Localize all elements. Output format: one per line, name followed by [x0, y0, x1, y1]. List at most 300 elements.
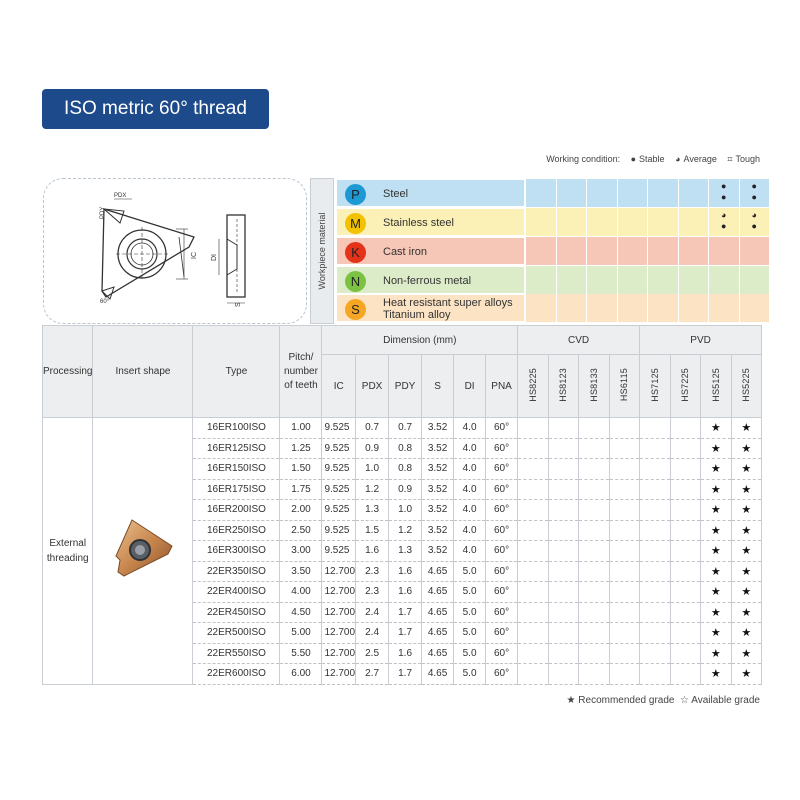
header-processing: Processing — [43, 326, 93, 418]
material-row-p — [336, 179, 769, 207]
grade-cell-hs8133 — [579, 664, 610, 685]
page-title: ISO metric 60° thread — [42, 89, 269, 129]
condition-cell — [708, 208, 739, 236]
cell-pitch: 1.00 — [280, 418, 322, 439]
cell-s: 4.65 — [422, 643, 454, 664]
cell-ic: 9.525 — [322, 418, 356, 439]
cell-pna: 60° — [486, 623, 518, 644]
available-label: Available grade — [691, 695, 760, 706]
average-dot-icon: ◕ — [675, 154, 681, 164]
cell-pdy: 0.7 — [389, 418, 422, 439]
grade-cell-hs8123 — [548, 582, 579, 603]
grade-cell-hs5125 — [701, 582, 732, 603]
grade-cell-hs7125 — [640, 541, 671, 562]
cell-pdx: 1.5 — [356, 520, 389, 541]
material-name-cell — [336, 294, 525, 322]
grade-cell-hs8225 — [518, 643, 549, 664]
cell-pitch: 2.50 — [280, 520, 322, 541]
condition-mark-icon: ● ● — [721, 181, 727, 202]
cell-pdx: 2.4 — [356, 602, 389, 623]
recommended-star-icon: ★ — [566, 695, 576, 706]
grade-cell-hs8123 — [548, 500, 579, 521]
header-dim-pna: PNA — [486, 355, 518, 418]
condition-cell — [525, 237, 556, 265]
header-grade-hs8225: HS8225 — [518, 355, 549, 418]
grade-cell-hs8133 — [579, 438, 610, 459]
thread-insert-table — [42, 325, 762, 685]
recommended-star-icon: ★ — [710, 545, 721, 558]
cell-s: 3.52 — [422, 541, 454, 562]
working-condition-legend — [500, 154, 760, 165]
grade-cell-hs6115 — [609, 479, 640, 500]
recommended-star-icon: ★ — [710, 586, 721, 599]
recommended-star-icon: ★ — [741, 483, 752, 496]
svg-text:DI: DI — [211, 254, 218, 261]
condition-cell — [739, 208, 770, 236]
grade-cell-hs8133 — [579, 541, 610, 562]
grade-cell-hs8123 — [548, 602, 579, 623]
grade-cell-hs5225 — [731, 561, 762, 582]
condition-cell — [586, 208, 617, 236]
recommended-star-icon: ★ — [710, 668, 721, 681]
condition-cell — [708, 179, 739, 207]
condition-cell — [586, 294, 617, 322]
header-type: Type — [193, 326, 280, 418]
cell-pdy: 1.6 — [389, 582, 422, 603]
cell-ic: 12.700 — [322, 561, 356, 582]
grade-cell-hs8225 — [518, 664, 549, 685]
condition-cell — [556, 208, 587, 236]
cell-pitch: 6.00 — [280, 664, 322, 685]
cell-s: 3.52 — [422, 459, 454, 480]
cell-pna: 60° — [486, 438, 518, 459]
cell-pna: 60° — [486, 459, 518, 480]
condition-cell — [525, 294, 556, 322]
cell-pitch: 1.75 — [280, 479, 322, 500]
grade-cell-hs6115 — [609, 623, 640, 644]
cell-pitch: 4.50 — [280, 602, 322, 623]
recommended-star-icon: ★ — [710, 565, 721, 578]
cell-ic: 9.525 — [322, 541, 356, 562]
condition-cell — [586, 179, 617, 207]
grade-cell-hs6115 — [609, 582, 640, 603]
grade-cell-hs8133 — [579, 582, 610, 603]
material-p-icon: P — [345, 184, 366, 205]
cell-ic: 9.525 — [322, 500, 356, 521]
insert-photo-icon — [108, 516, 178, 582]
cell-pdy: 1.6 — [389, 643, 422, 664]
condition-cell — [617, 208, 648, 236]
grade-cell-hs8225 — [518, 520, 549, 541]
cell-pdx: 2.5 — [356, 643, 389, 664]
cell-pdx: 1.0 — [356, 459, 389, 480]
cell-pdx: 1.3 — [356, 500, 389, 521]
grade-cell-hs7125 — [640, 500, 671, 521]
cell-pitch: 4.00 — [280, 582, 322, 603]
working-condition-label: Working condition: — [546, 154, 621, 164]
grade-cell-hs6115 — [609, 541, 640, 562]
grade-cell-hs8133 — [579, 643, 610, 664]
recommended-star-icon: ★ — [741, 442, 752, 455]
header-dim-s: S — [422, 355, 454, 418]
condition-cell — [739, 237, 770, 265]
cell-s: 3.52 — [422, 438, 454, 459]
grade-cell-hs8225 — [518, 479, 549, 500]
condition-cell — [525, 208, 556, 236]
grade-cell-hs7125 — [640, 582, 671, 603]
grade-cell-hs6115 — [609, 561, 640, 582]
cell-di: 5.0 — [454, 664, 486, 685]
cell-type: 22ER600ISO — [193, 664, 280, 685]
grade-cell-hs8225 — [518, 459, 549, 480]
cell-ic: 9.525 — [322, 520, 356, 541]
grade-cell-hs6115 — [609, 664, 640, 685]
svg-text:PDY: PDY — [100, 206, 106, 219]
average-label: Average — [683, 154, 717, 164]
processing-cell: External threading — [43, 418, 93, 685]
grade-cell-hs6115 — [609, 643, 640, 664]
header-grade-hs7125: HS7125 — [640, 355, 671, 418]
tough-label: Tough — [735, 154, 760, 164]
grade-cell-hs5225 — [731, 438, 762, 459]
grade-cell-hs8225 — [518, 561, 549, 582]
condition-cell — [647, 237, 678, 265]
cell-pdx: 2.4 — [356, 623, 389, 644]
grade-cell-hs5225 — [731, 602, 762, 623]
recommended-star-icon: ★ — [710, 442, 721, 455]
condition-cell — [556, 294, 587, 322]
grade-cell-hs7225 — [670, 500, 701, 521]
cell-type: 16ER300ISO — [193, 541, 280, 562]
header-insert-shape: Insert shape — [93, 326, 193, 418]
cell-pitch: 3.00 — [280, 541, 322, 562]
cell-pdx: 0.9 — [356, 438, 389, 459]
grade-cell-hs8133 — [579, 561, 610, 582]
recommended-star-icon: ★ — [710, 647, 721, 660]
cell-pdy: 1.3 — [389, 541, 422, 562]
cell-ic: 9.525 — [322, 479, 356, 500]
grade-cell-hs5225 — [731, 459, 762, 480]
condition-cell — [617, 179, 648, 207]
cell-ic: 12.700 — [322, 623, 356, 644]
cell-di: 5.0 — [454, 623, 486, 644]
grade-cell-hs7225 — [670, 602, 701, 623]
cell-pdy: 0.8 — [389, 438, 422, 459]
cell-s: 4.65 — [422, 561, 454, 582]
cell-di: 5.0 — [454, 561, 486, 582]
condition-cell — [708, 266, 739, 294]
stable-label: Stable — [639, 154, 665, 164]
svg-text:S: S — [235, 302, 242, 307]
grade-cell-hs7125 — [640, 643, 671, 664]
condition-cell — [525, 179, 556, 207]
cell-di: 5.0 — [454, 582, 486, 603]
cell-pitch: 5.50 — [280, 643, 322, 664]
svg-text:IC: IC — [191, 252, 198, 259]
grade-cell-hs8133 — [579, 418, 610, 439]
cell-pna: 60° — [486, 500, 518, 521]
cell-di: 4.0 — [454, 438, 486, 459]
cell-s: 3.52 — [422, 479, 454, 500]
recommended-star-icon: ★ — [741, 504, 752, 517]
header-grade-hs8123: HS8123 — [548, 355, 579, 418]
recommended-star-icon: ★ — [741, 524, 752, 537]
header-dim-ic: IC — [322, 355, 356, 418]
cell-pna: 60° — [486, 561, 518, 582]
header-dimension: Dimension (mm) — [322, 326, 518, 355]
recommended-star-icon: ★ — [710, 483, 721, 496]
cell-pdy: 1.0 — [389, 500, 422, 521]
insert-diagram — [43, 178, 307, 324]
grade-cell-hs7225 — [670, 541, 701, 562]
condition-cell — [708, 294, 739, 322]
header-grade-hs5125: HS5125 — [701, 355, 732, 418]
grade-cell-hs8133 — [579, 520, 610, 541]
condition-cell — [678, 294, 709, 322]
cell-ic: 9.525 — [322, 459, 356, 480]
grade-cell-hs5125 — [701, 418, 732, 439]
grade-cell-hs7225 — [670, 561, 701, 582]
grade-cell-hs8225 — [518, 582, 549, 603]
grade-cell-hs5125 — [701, 623, 732, 644]
cell-ic: 12.700 — [322, 602, 356, 623]
material-row-n — [336, 266, 769, 294]
material-name-cell — [336, 208, 525, 236]
grade-cell-hs7125 — [640, 479, 671, 500]
material-name-cell — [336, 237, 525, 265]
grade-cell-hs5125 — [701, 541, 732, 562]
condition-cell — [647, 208, 678, 236]
grade-legend — [540, 695, 760, 706]
condition-cell — [556, 237, 587, 265]
grade-cell-hs8133 — [579, 602, 610, 623]
grade-cell-hs5125 — [701, 520, 732, 541]
grade-cell-hs7225 — [670, 438, 701, 459]
grade-cell-hs5225 — [731, 664, 762, 685]
grade-cell-hs8123 — [548, 643, 579, 664]
header-grade-hs8133: HS8133 — [579, 355, 610, 418]
insert-shape-cell — [93, 418, 193, 685]
table-row — [43, 418, 762, 439]
material-s-icon: S — [345, 299, 366, 320]
cell-pdx: 2.3 — [356, 582, 389, 603]
grade-cell-hs5225 — [731, 479, 762, 500]
grade-cell-hs8123 — [548, 459, 579, 480]
recommended-star-icon: ★ — [710, 524, 721, 537]
material-n-icon: N — [345, 271, 366, 292]
cell-ic: 12.700 — [322, 582, 356, 603]
condition-cell — [617, 237, 648, 265]
cell-type: 22ER450ISO — [193, 602, 280, 623]
cell-di: 4.0 — [454, 500, 486, 521]
grade-cell-hs6115 — [609, 459, 640, 480]
cell-s: 4.65 — [422, 602, 454, 623]
material-k-icon: K — [345, 242, 366, 263]
cell-pdx: 1.2 — [356, 479, 389, 500]
workpiece-material-label: Workpiece material — [310, 178, 334, 324]
cell-di: 4.0 — [454, 541, 486, 562]
grade-cell-hs7225 — [670, 520, 701, 541]
header-cvd: CVD — [518, 326, 640, 355]
grade-cell-hs5225 — [731, 418, 762, 439]
cell-pdy: 1.7 — [389, 664, 422, 685]
condition-cell — [678, 266, 709, 294]
grade-cell-hs5225 — [731, 520, 762, 541]
condition-mark-icon: ◕ ● — [751, 210, 757, 231]
material-label: Non-ferrous metal — [383, 275, 472, 287]
grade-cell-hs6115 — [609, 602, 640, 623]
grade-cell-hs7225 — [670, 418, 701, 439]
recommended-star-icon: ★ — [741, 463, 752, 476]
material-name-cell — [336, 179, 525, 207]
condition-cell — [556, 266, 587, 294]
condition-cell — [586, 266, 617, 294]
recommended-star-icon: ★ — [741, 627, 752, 640]
grade-cell-hs5225 — [731, 643, 762, 664]
cell-pna: 60° — [486, 479, 518, 500]
cell-type: 22ER350ISO — [193, 561, 280, 582]
condition-cell — [647, 294, 678, 322]
grade-cell-hs8123 — [548, 520, 579, 541]
grade-cell-hs7225 — [670, 664, 701, 685]
cell-type: 16ER175ISO — [193, 479, 280, 500]
recommended-star-icon: ★ — [710, 627, 721, 640]
grade-cell-hs5225 — [731, 541, 762, 562]
grade-cell-hs5125 — [701, 664, 732, 685]
grade-cell-hs7225 — [670, 643, 701, 664]
grade-cell-hs5125 — [701, 479, 732, 500]
condition-cell — [678, 237, 709, 265]
cell-s: 4.65 — [422, 664, 454, 685]
condition-cell — [739, 266, 770, 294]
cell-type: 22ER400ISO — [193, 582, 280, 603]
tough-icon: ⌗ — [727, 154, 733, 164]
grade-cell-hs8225 — [518, 500, 549, 521]
header-grade-hs5225: HS5225 — [731, 355, 762, 418]
grade-cell-hs7125 — [640, 459, 671, 480]
cell-s: 4.65 — [422, 582, 454, 603]
cell-type: 16ER125ISO — [193, 438, 280, 459]
available-star-icon: ☆ — [680, 695, 689, 706]
grade-cell-hs5125 — [701, 602, 732, 623]
grade-cell-hs6115 — [609, 520, 640, 541]
cell-pdy: 1.2 — [389, 520, 422, 541]
grade-cell-hs6115 — [609, 418, 640, 439]
material-label: Steel — [383, 188, 409, 200]
grade-cell-hs8123 — [548, 664, 579, 685]
grade-cell-hs8225 — [518, 602, 549, 623]
recommended-star-icon: ★ — [741, 668, 752, 681]
material-label: Cast iron — [383, 246, 428, 258]
grade-cell-hs7125 — [640, 602, 671, 623]
header-dim-pdy: PDY — [389, 355, 422, 418]
grade-cell-hs8123 — [548, 479, 579, 500]
recommended-label: Recommended grade — [578, 695, 675, 706]
grade-cell-hs8225 — [518, 418, 549, 439]
cell-pna: 60° — [486, 582, 518, 603]
recommended-star-icon: ★ — [710, 606, 721, 619]
condition-cell — [647, 179, 678, 207]
cell-pdy: 1.7 — [389, 602, 422, 623]
cell-pdx: 0.7 — [356, 418, 389, 439]
recommended-star-icon: ★ — [741, 606, 752, 619]
grade-cell-hs5125 — [701, 643, 732, 664]
condition-cell — [678, 208, 709, 236]
grade-cell-hs7125 — [640, 418, 671, 439]
cell-pdy: 0.9 — [389, 479, 422, 500]
header-dim-pdx: PDX — [356, 355, 389, 418]
cell-di: 4.0 — [454, 479, 486, 500]
grade-cell-hs8225 — [518, 438, 549, 459]
grade-cell-hs7225 — [670, 623, 701, 644]
grade-cell-hs7125 — [640, 664, 671, 685]
recommended-star-icon: ★ — [741, 565, 752, 578]
recommended-star-icon: ★ — [710, 504, 721, 517]
grade-cell-hs7225 — [670, 582, 701, 603]
cell-s: 3.52 — [422, 520, 454, 541]
recommended-star-icon: ★ — [741, 647, 752, 660]
grade-cell-hs8225 — [518, 623, 549, 644]
cell-di: 4.0 — [454, 418, 486, 439]
grade-cell-hs5225 — [731, 500, 762, 521]
recommended-star-icon: ★ — [741, 422, 752, 435]
condition-cell — [617, 294, 648, 322]
material-row-m — [336, 208, 769, 236]
cell-pitch: 2.00 — [280, 500, 322, 521]
cell-di: 4.0 — [454, 520, 486, 541]
condition-cell — [617, 266, 648, 294]
grade-cell-hs5225 — [731, 623, 762, 644]
header-grade-hs7225: HS7225 — [670, 355, 701, 418]
grade-cell-hs8133 — [579, 623, 610, 644]
cell-pitch: 1.25 — [280, 438, 322, 459]
material-name-cell — [336, 266, 525, 294]
condition-cell — [647, 266, 678, 294]
condition-cell — [739, 294, 770, 322]
cell-ic: 12.700 — [322, 643, 356, 664]
grade-cell-hs8123 — [548, 541, 579, 562]
material-label: Heat resistant super alloys Titanium alloy — [383, 297, 513, 321]
cell-pitch: 3.50 — [280, 561, 322, 582]
recommended-star-icon: ★ — [710, 463, 721, 476]
cell-pdx: 2.7 — [356, 664, 389, 685]
svg-text:60°: 60° — [100, 299, 110, 305]
grade-cell-hs8123 — [548, 418, 579, 439]
condition-cell — [586, 237, 617, 265]
grade-cell-hs5125 — [701, 438, 732, 459]
grade-cell-hs6115 — [609, 438, 640, 459]
cell-pdx: 2.3 — [356, 561, 389, 582]
grade-cell-hs7125 — [640, 438, 671, 459]
cell-ic: 12.700 — [322, 664, 356, 685]
cell-pna: 60° — [486, 520, 518, 541]
cell-pdx: 1.6 — [356, 541, 389, 562]
condition-cell — [708, 237, 739, 265]
grade-cell-hs8123 — [548, 561, 579, 582]
condition-mark-icon: ◕ ● — [721, 210, 727, 231]
grade-cell-hs5125 — [701, 459, 732, 480]
recommended-star-icon: ★ — [710, 422, 721, 435]
cell-type: 16ER100ISO — [193, 418, 280, 439]
grade-cell-hs5125 — [701, 561, 732, 582]
grade-cell-hs8123 — [548, 623, 579, 644]
cell-pna: 60° — [486, 643, 518, 664]
cell-pitch: 5.00 — [280, 623, 322, 644]
stable-dot-icon: ● — [630, 154, 637, 164]
header-pvd: PVD — [640, 326, 762, 355]
cell-pna: 60° — [486, 664, 518, 685]
cell-s: 3.52 — [422, 500, 454, 521]
